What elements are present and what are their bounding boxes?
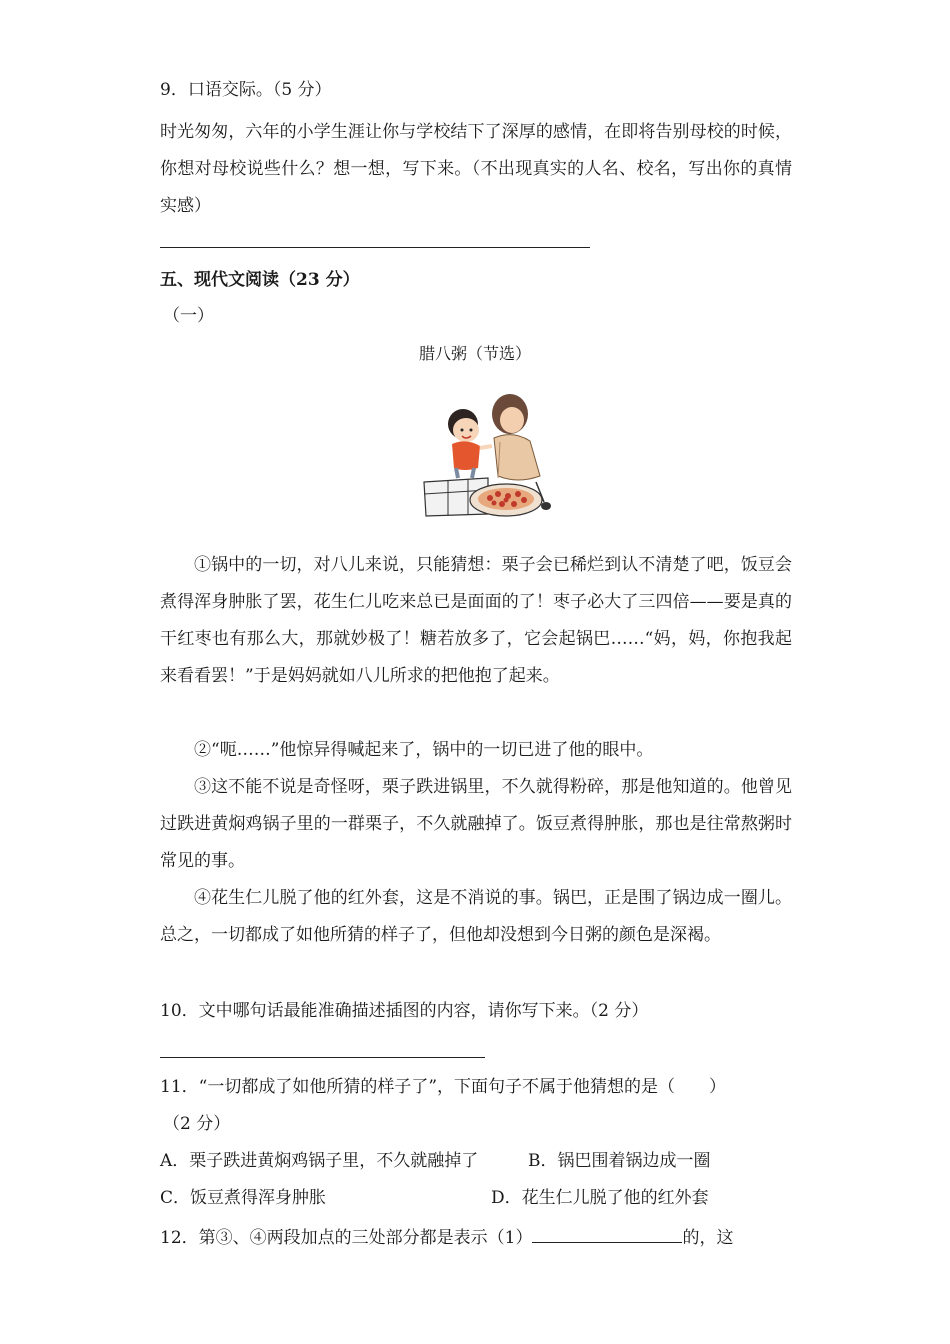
passage-paragraph-4: ④花生仁儿脱了他的红外套，这是不消说的事。锅巴，正是围了锅边成一圈儿。总之，一切都成了如他所猜的样子了，但他却没想到今日粥的颜色是深褐。 — [160, 888, 792, 945]
q10-text: 10．文中哪句话最能准确描述插图的内容，请你写下来。（2 分） — [160, 1001, 649, 1021]
q11-stem: 11．“一切都成了如他所猜的样子了”，下面句子不属于他猜想的是（ ） — [160, 1077, 727, 1097]
q12-blank-1[interactable] — [532, 1224, 682, 1243]
passage-paragraph-3: ③这不能不说是奇怪呀，栗子跌进锅里，不久就得粉碎，那是他知道的。他曾见过跌进黄焖鸡锅子里的一群栗子，不久就融掉了。饭豆煮得肿胀，那也是往常熬粥时常见的事。 — [160, 777, 792, 871]
q12-pre: 12．第③、④两段加点的三处部分都是表示（1） — [160, 1228, 533, 1248]
q11-option-a: A．栗子跌进黄焖鸡锅子里，不久就融掉了 — [160, 1151, 479, 1171]
q9-heading: 9．口语交际。（5 分） — [160, 80, 332, 100]
q12-line — [160, 1224, 733, 1250]
section5-heading: 五、现代文阅读（23 分） — [160, 270, 360, 290]
q9-answer-line — [160, 247, 590, 248]
q11-option-c: C．饭豆煮得浑身肿胀 — [160, 1188, 327, 1208]
section5-part: （一） — [163, 306, 214, 326]
q10-answer-line — [160, 1057, 485, 1058]
q9-body: 时光匆匆，六年的小学生涯让你与学校结下了深厚的感情，在即将告别母校的时候，你想对母校说些什么？想一想，写下来。（不出现真实的人名、校名，写出你的真情实感） — [160, 122, 792, 216]
q11-score: （2 分） — [163, 1114, 231, 1134]
q11-option-b: B．锅巴围着锅边成一圈 — [528, 1151, 711, 1171]
mother-child-stove-illustration — [418, 386, 558, 526]
q11-option-d: D．花生仁儿脱了他的红外套 — [491, 1188, 709, 1208]
passage-title: 腊八粥（节选） — [418, 344, 531, 363]
q12-post: 的，这 — [682, 1228, 734, 1248]
passage-paragraph-1: ①锅中的一切，对八儿来说，只能猜想：栗子会已稀烂到认不清楚了吧，饭豆会煮得浑身肿胀了罢，花生仁儿吃来总已是面面的了！枣子必大了三四倍——要是真的干红枣也有那么大，那就妙极了！糖若放多了，它会起锅巴……“妈，妈，你抱我起来看看罢！”于是妈妈就如八儿所求的把他抱了起来。 — [160, 555, 792, 686]
passage-paragraph-2: ②“呃……”他惊异得喊起来了，锅中的一切已进了他的眼中。 — [194, 740, 654, 760]
